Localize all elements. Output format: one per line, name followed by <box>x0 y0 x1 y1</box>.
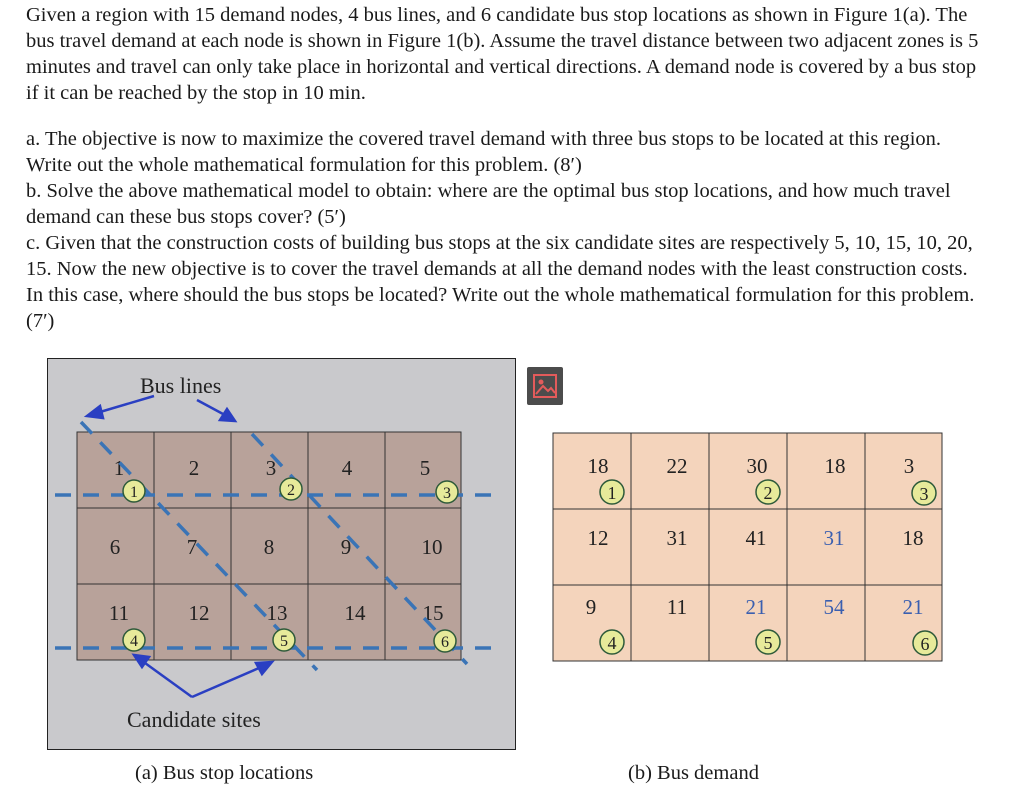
node-number: 12 <box>188 601 210 625</box>
node-number: 3 <box>265 456 277 480</box>
node-number: 9 <box>340 535 352 559</box>
candidate-site <box>123 480 145 502</box>
node-number: 11 <box>108 601 130 625</box>
site-number: 3 <box>919 484 929 504</box>
figure-a-bus-stop-map <box>47 358 517 752</box>
demand-value: 30 <box>746 454 768 478</box>
candidate-sites-label: Candidate sites <box>127 707 261 732</box>
site-marker-group <box>912 481 936 505</box>
demand-value: 18 <box>824 454 846 478</box>
node-number: 13 <box>266 601 288 625</box>
demand-value: 12 <box>587 526 609 550</box>
demand-value: 3 <box>903 454 915 478</box>
candidate-site <box>280 478 302 500</box>
caption-figure-a: (a) Bus stop locations <box>135 762 314 784</box>
site-number: 6 <box>441 634 449 651</box>
site-number: 3 <box>443 485 451 502</box>
image-icon[interactable] <box>527 367 563 405</box>
node-number: 4 <box>341 456 353 480</box>
demand-value: 18 <box>587 454 609 478</box>
demand-value: 22 <box>666 454 688 478</box>
image-placeholder-glyph <box>531 372 559 400</box>
site-number: 2 <box>287 482 295 499</box>
site-marker-group <box>756 480 780 504</box>
caption-figure-b: (b) Bus demand <box>628 762 759 784</box>
node-number: 15 <box>422 601 444 625</box>
candidate-site <box>123 629 145 651</box>
candidate-site <box>434 630 456 652</box>
candidate-site <box>273 629 295 651</box>
demand-value: 21 <box>745 595 767 619</box>
site-number: 2 <box>763 483 773 503</box>
bus-lines-label: Bus lines <box>140 373 222 398</box>
candidate-site <box>436 481 458 503</box>
site-marker-group <box>756 630 780 654</box>
demand-value: 41 <box>745 526 767 550</box>
node-number: 6 <box>109 535 121 559</box>
site-number: 1 <box>130 484 138 501</box>
site-number: 4 <box>607 633 617 653</box>
demand-value: 11 <box>666 595 688 619</box>
question-c: c. Given that the construction costs of building bus stops at the six candidate sites are respectively 5, 10, 15, 10, 20, 15. Now the new objective is to cover the travel demands at all the demand nodes with the least construction costs. In this case, where should the bus stops be located? Write out the whole mathematical formulation for this problem. (7′) <box>26 232 975 332</box>
site-number: 5 <box>280 633 288 650</box>
demand-value: 9 <box>585 595 597 619</box>
node-number: 7 <box>186 535 198 559</box>
site-number: 5 <box>763 633 773 653</box>
site-number: 6 <box>920 634 930 654</box>
figure-b-demand-table <box>552 432 944 664</box>
node-number: 5 <box>419 456 431 480</box>
demand-value: 18 <box>902 526 924 550</box>
node-number: 10 <box>421 535 443 559</box>
node-number: 1 <box>113 456 125 480</box>
problem-intro: Given a region with 15 demand nodes, 4 bus lines, and 6 candidate bus stop locations as shown in Figure 1(a). The bus travel demand at each node is shown in Figure 1(b). Assume the travel distance between two adjacent zones is 5 minutes and travel can only take place in horizontal and vertical directions. A demand node is covered by a bus stop if it can be reached by the stop in 10 min. <box>26 4 979 104</box>
demand-value: 54 <box>823 595 845 619</box>
site-marker-group <box>913 631 937 655</box>
question-a: a. The objective is now to maximize the covered travel demand with three bus stops to be located at this region. Write out the whole mathematical formulation for this problem. (8′) <box>26 128 942 176</box>
demand-value: 31 <box>666 526 688 550</box>
node-number: 14 <box>344 601 366 625</box>
node-number: 8 <box>263 535 275 559</box>
site-marker-group <box>600 630 624 654</box>
site-number: 1 <box>607 483 617 503</box>
demand-value: 31 <box>823 526 845 550</box>
site-marker-group <box>600 480 624 504</box>
questions <box>26 126 986 334</box>
demand-value: 21 <box>902 595 924 619</box>
site-number: 4 <box>130 633 138 650</box>
question-b: b. Solve the above mathematical model to obtain: where are the optimal bus stop locations, and how much travel demand can these bus stops cover? (5′) <box>26 180 951 228</box>
node-number: 2 <box>188 456 200 480</box>
